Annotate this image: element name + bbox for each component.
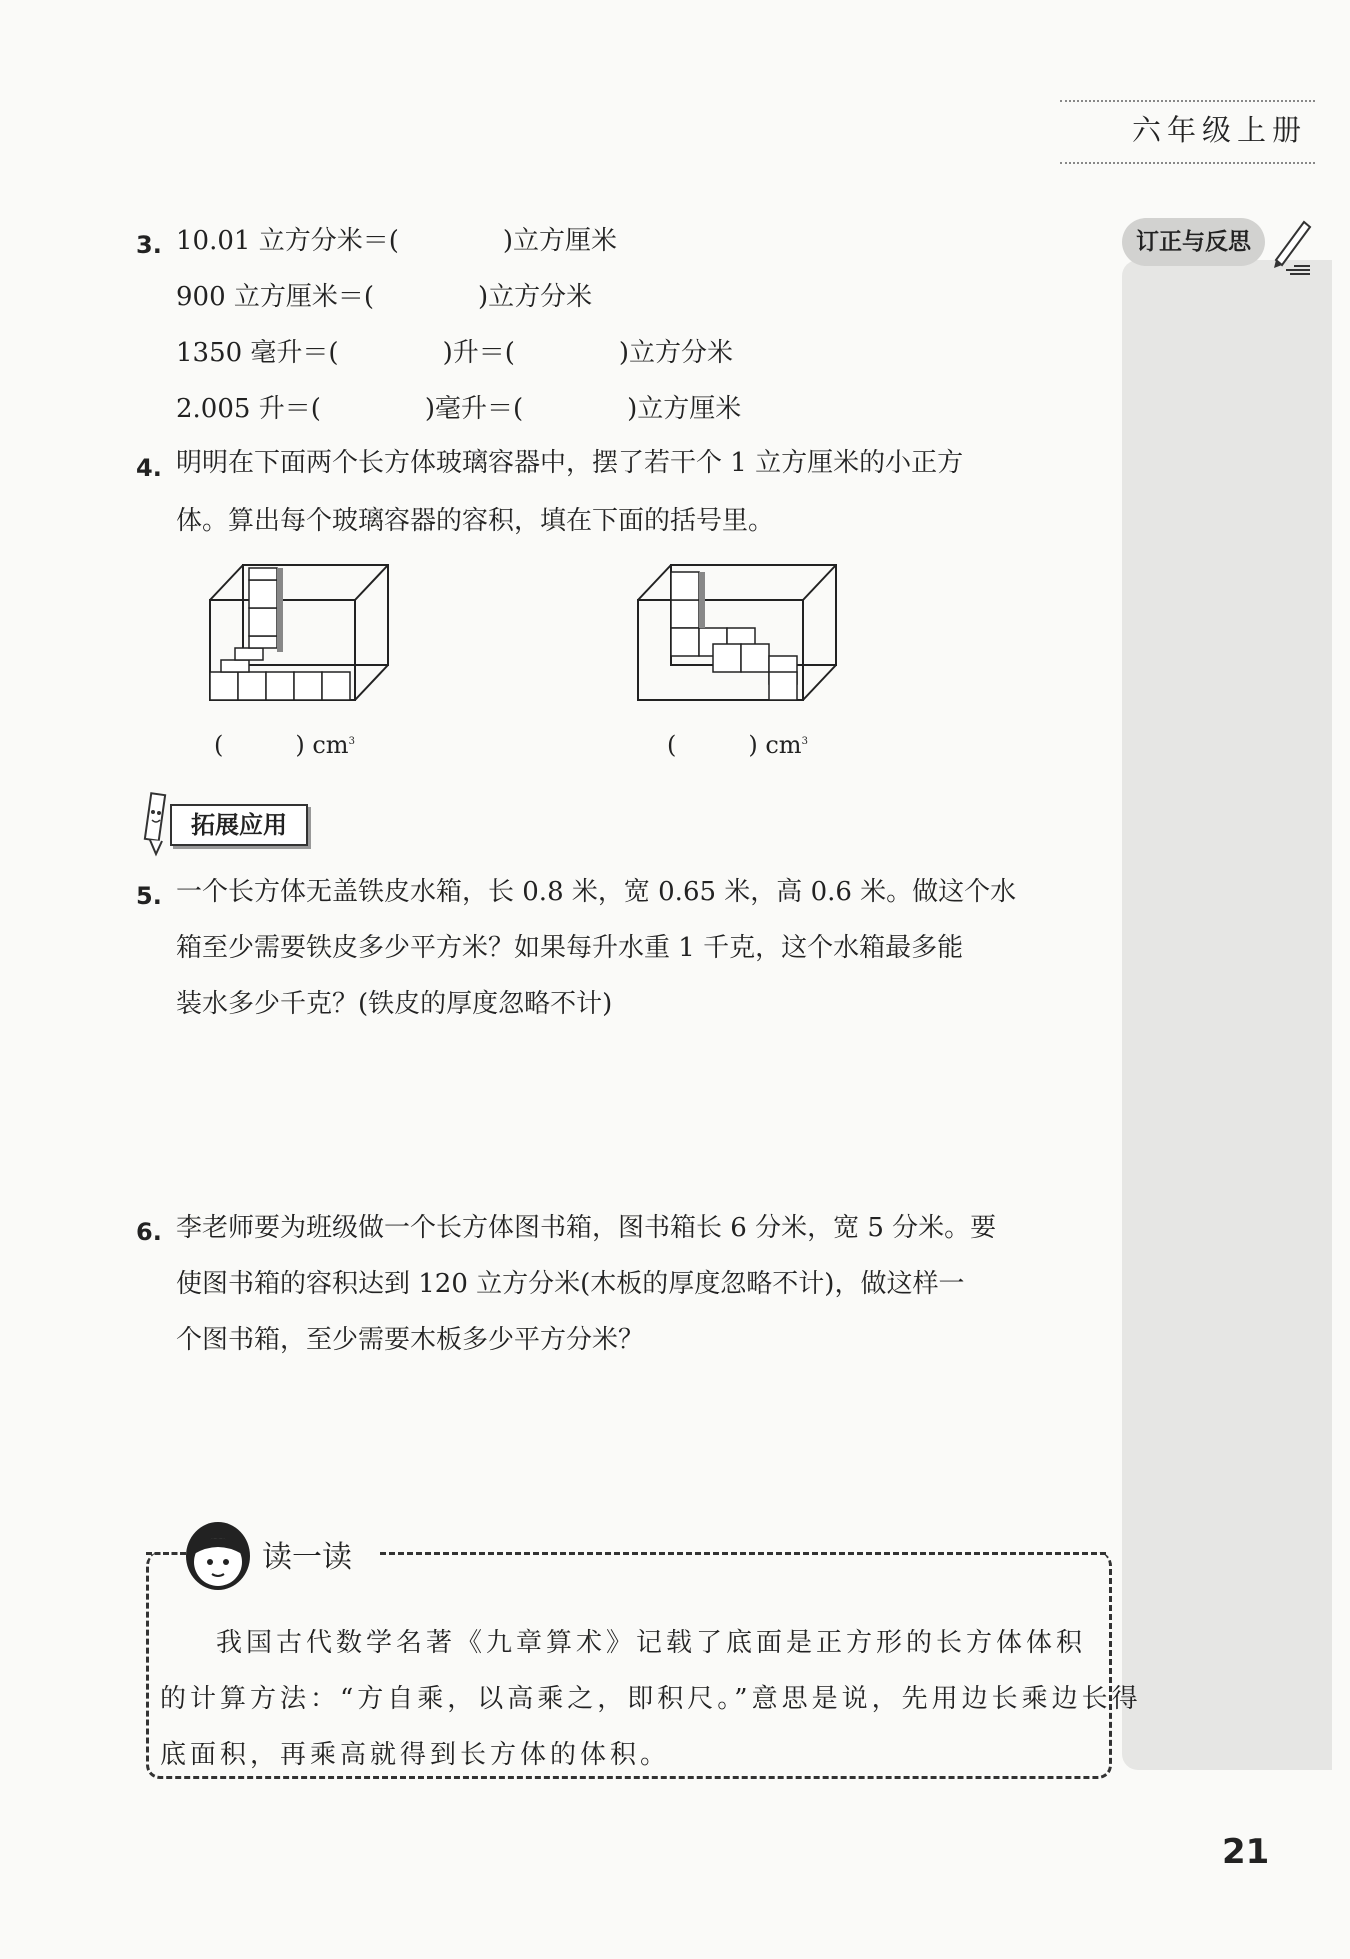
- container-figure-2: [633, 560, 843, 705]
- q5-line-1: 一个长方体无盖铁皮水箱，长 0.8 米，宽 0.65 米，高 0.6 米。做这个水: [176, 877, 1017, 907]
- correction-margin: [1122, 260, 1332, 1770]
- q4-number: 4.: [136, 454, 162, 482]
- q6-line-2: 使图书箱的容积达到 120 立方分米(木板的厚度忽略不计)，做这样一: [176, 1269, 965, 1299]
- fig2-caption: [667, 725, 808, 760]
- q5-line-3: 装水多少千克？(铁皮的厚度忽略不计): [176, 989, 613, 1019]
- page-number: 21: [1222, 1832, 1270, 1872]
- reading-line-1: 我国古代数学名著《九章算术》记载了底面是正方形的长方体体积: [216, 1628, 1087, 1658]
- pencil-icon: [142, 790, 170, 858]
- correction-label: 订正与反思: [1122, 218, 1265, 266]
- container-figure-1: [205, 560, 395, 705]
- reading-line-2: 的计算方法：“方自乘，以高乘之，即积尺。”意思是说，先用边长乘边长得: [160, 1684, 1142, 1714]
- reading-border-right: [380, 1552, 1106, 1555]
- q3-line-4: 2.005 升＝( )毫升＝( )立方厘米: [176, 394, 742, 424]
- q5-number: 5.: [136, 882, 162, 910]
- fig1-caption-text: ( ) cm: [214, 731, 349, 759]
- q6-line-1: 李老师要为班级做一个长方体图书箱，图书箱长 6 分米，宽 5 分米。要: [176, 1213, 997, 1243]
- fig1-caption-unit: 3: [348, 736, 355, 747]
- q6-number: 6.: [136, 1218, 162, 1246]
- reading-line-3: 底面积，再乘高就得到长方体的体积。: [160, 1740, 671, 1770]
- q6-line-3: 个图书箱，至少需要木板多少平方分米？: [176, 1325, 645, 1355]
- pen-icon: [1268, 216, 1314, 276]
- fig1-caption: [214, 725, 355, 760]
- q3-number: 3.: [136, 231, 162, 259]
- q4-line-1: 明明在下面两个长方体玻璃容器中，摆了若干个 1 立方厘米的小正方: [176, 448, 964, 478]
- q5-line-2: 箱至少需要铁皮多少平方米？如果每升水重 1 千克，这个水箱最多能: [176, 933, 964, 963]
- q4-line-2: 体。算出每个玻璃容器的容积，填在下面的括号里。: [176, 506, 775, 536]
- girl-icon: [180, 1518, 256, 1598]
- section-title: 拓展应用: [170, 804, 308, 846]
- grade-label: 六年级上册: [1131, 113, 1307, 147]
- q3-line-3: 1350 毫升＝( )升＝( )立方分米: [176, 338, 734, 368]
- fig2-caption-text: ( ) cm: [667, 731, 802, 759]
- fig2-caption-unit: 3: [801, 736, 808, 747]
- reading-title: 读一读: [262, 1540, 352, 1575]
- q3-line-1: 10.01 立方分米＝( )立方厘米: [176, 226, 617, 256]
- grade-header: [1060, 100, 1315, 164]
- q3-line-2: 900 立方厘米＝( )立方分米: [176, 282, 593, 312]
